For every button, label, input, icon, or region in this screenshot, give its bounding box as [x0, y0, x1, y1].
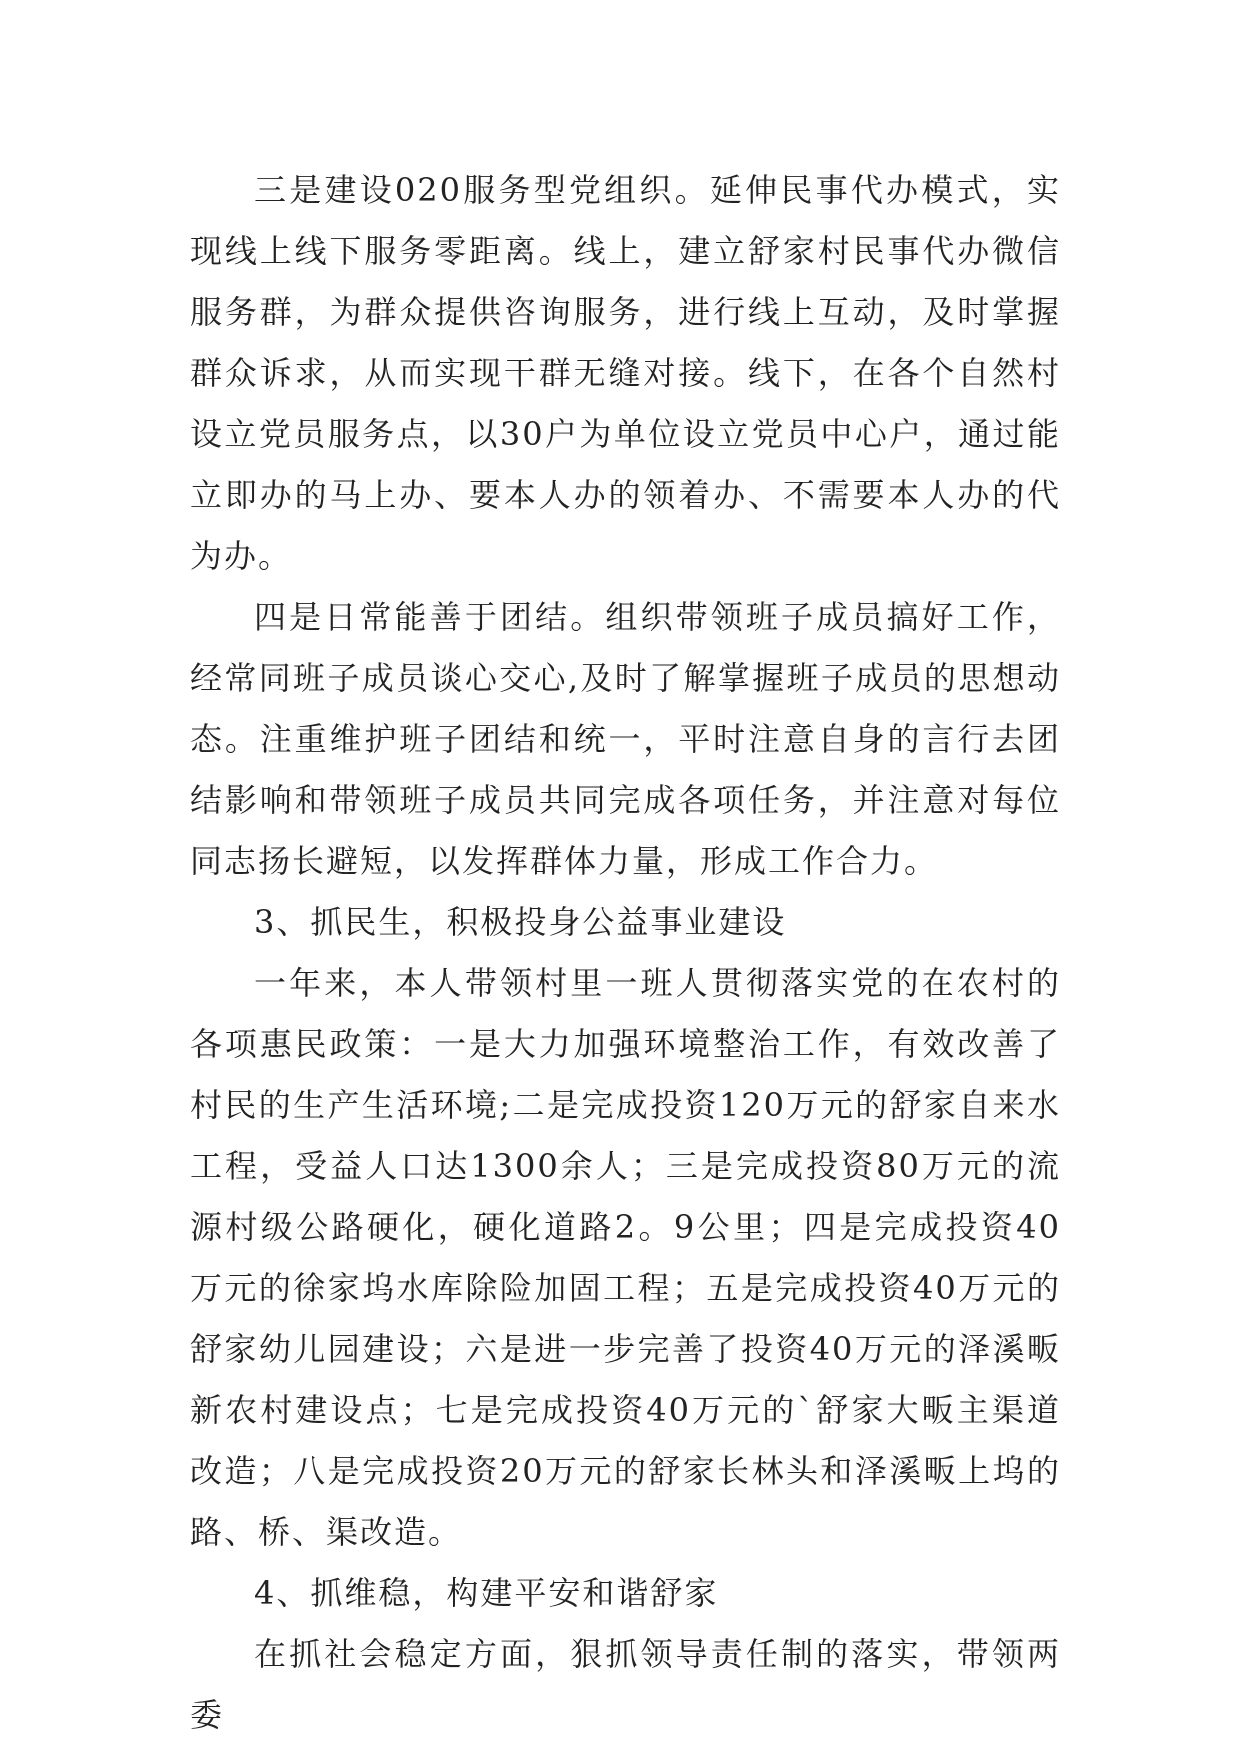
section-heading-livelihood: 3、抓民生，积极投身公益事业建设: [254, 903, 787, 941]
paragraph-unity: 四是日常能善于团结。组织带领班子成员搞好工作，经常同班子成员谈心交心,及时了解掌握班子成员的思想动态。注重维护班子团结和统一，平时注意自身的言行去团结影响和带领班子成员共同完成各项任务，并注意对每位同志扬长避短，以发挥群体力量，形成工作合力。: [190, 598, 1061, 880]
paragraph-livelihood-projects: 一年来，本人带领村里一班人贯彻落实党的在农村的各项惠民政策：一是大力加强环境整治工作，有效改善了村民的生产生活环境;二是完成投资120万元的舒家自来水工程，受益人口达1300余人；三是完成投资80万元的流源村级公路硬化，硬化道路2。9公里；四是完成投资40万元的徐家坞水库除险加固工程；五是完成投资40万元的舒家幼儿园建设；六是进一步完善了投资40万元的泽溪畈新农村建设点；七是完成投资40万元的`舒家大畈主渠道改造；八是完成投资20万元的舒家长林头和泽溪畈上坞的路、桥、渠改造。: [190, 964, 1061, 1551]
paragraph-o2o-service: 三是建设020服务型党组织。延伸民事代办模式，实现线上线下服务零距离。线上，建立舒家村民事代办微信服务群，为群众提供咨询服务，进行线上互动，及时掌握群众诉求，从而实现干群无缝对接。线下，在各个自然村设立党员服务点，以30户为单位设立党员中心户，通过能立即办的马上办、要本人办的领着办、不需要本人办的代为办。: [190, 171, 1061, 575]
section-heading-stability: 4、抓维稳，构建平安和谐舒家: [254, 1574, 719, 1612]
paragraph-stability: 在抓社会稳定方面，狠抓领导责任制的落实，带领两委: [190, 1635, 1061, 1734]
